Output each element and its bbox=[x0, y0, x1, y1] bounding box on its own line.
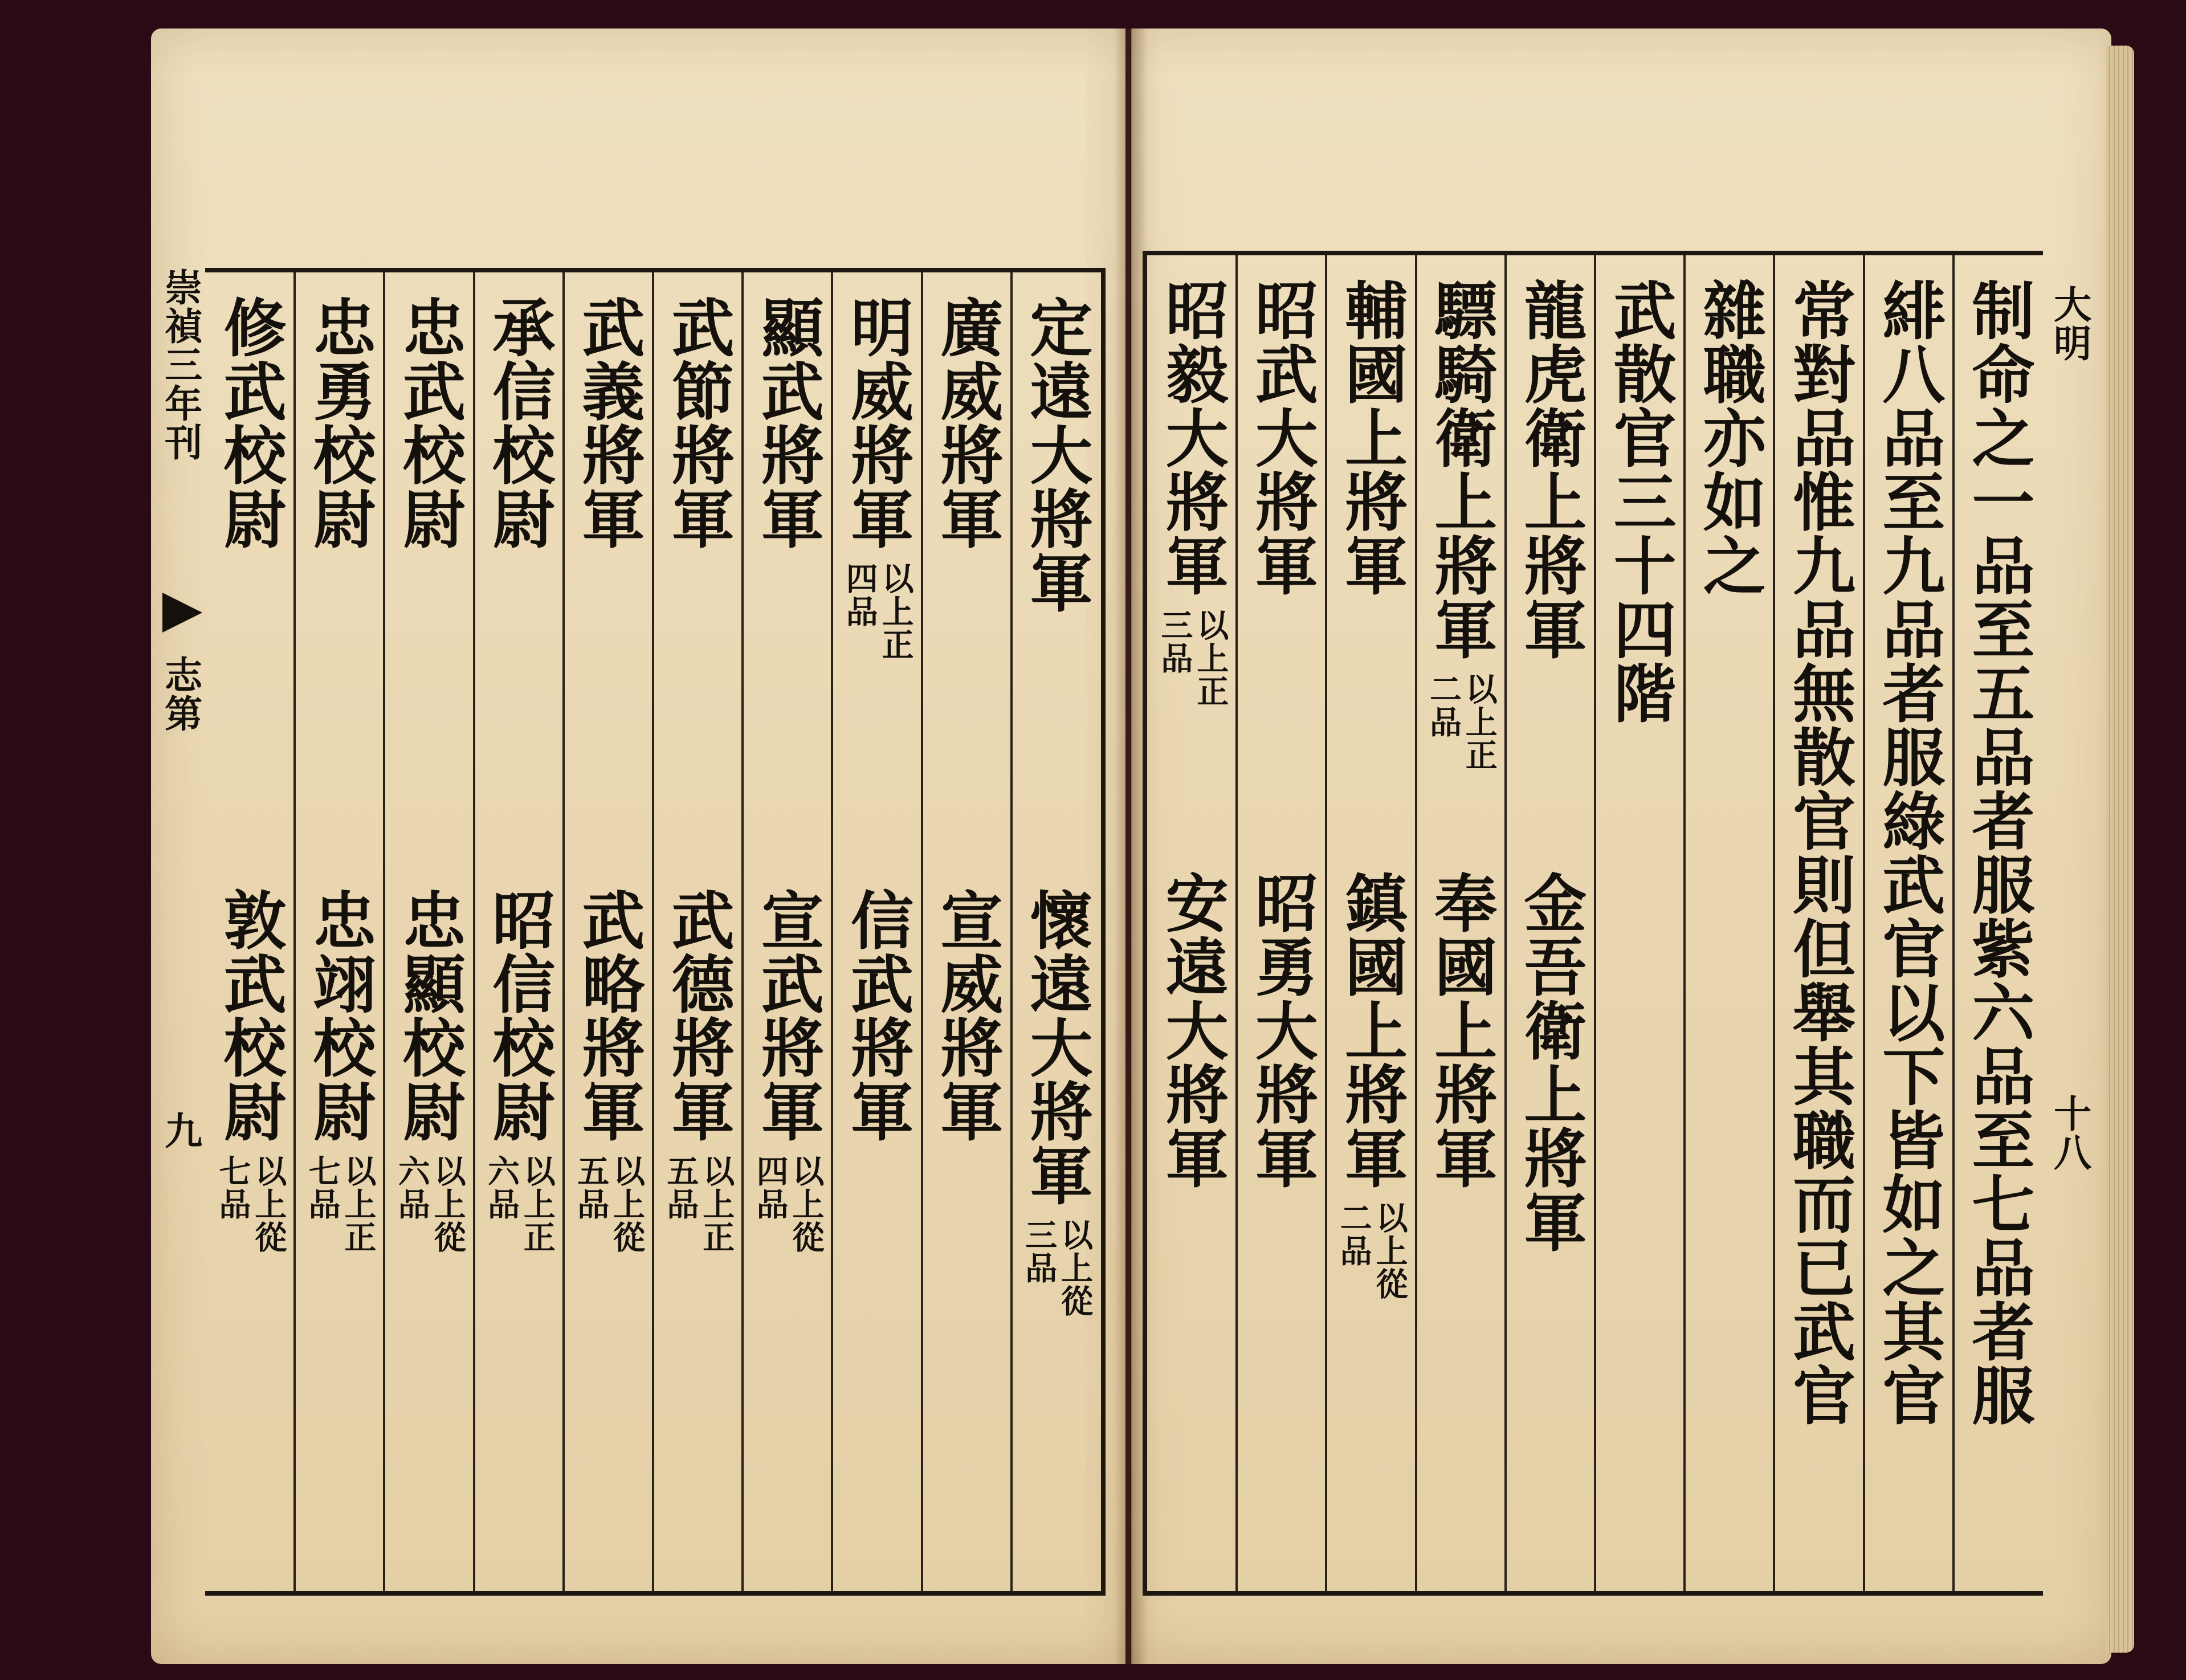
left-page bbox=[151, 28, 1125, 1664]
rank-title-bottom: 信武將軍 bbox=[841, 888, 914, 1143]
column-rule bbox=[1235, 255, 1238, 1591]
rank-title-top: 明威將軍 bbox=[841, 295, 914, 551]
grade-note-line: 六品 bbox=[482, 1155, 520, 1221]
right-margin bbox=[2043, 251, 2100, 1277]
margin-fold: 志第 bbox=[158, 655, 203, 733]
column-rule bbox=[741, 272, 744, 1591]
rank-title-top: 武義將軍 bbox=[572, 295, 646, 551]
rank-title-bottom: 奉國上將軍 bbox=[1424, 871, 1498, 1190]
grade-note-bottom bbox=[1335, 1201, 1409, 1300]
margin-title: 崇禎三年刊 bbox=[158, 268, 203, 462]
rank-title-bottom: 忠顯校尉 bbox=[393, 888, 466, 1143]
column-rule bbox=[1504, 255, 1507, 1591]
left-text-frame bbox=[205, 268, 1106, 1596]
grade-note-top bbox=[1156, 609, 1230, 708]
grade-note-line: 五品 bbox=[572, 1155, 610, 1221]
grade-note-line: 以上正 bbox=[518, 1155, 556, 1254]
rank-title-bottom: 武略將軍 bbox=[572, 888, 646, 1143]
grade-note-top bbox=[841, 562, 915, 661]
column-rule bbox=[1415, 255, 1417, 1591]
grade-note-line: 三品 bbox=[1156, 609, 1194, 675]
grade-note-bottom bbox=[393, 1155, 467, 1254]
column-rule bbox=[1010, 272, 1013, 1591]
rank-title-bottom: 武德將軍 bbox=[661, 888, 735, 1143]
rank-title-top: 忠武校尉 bbox=[393, 295, 466, 551]
grade-note-bottom bbox=[572, 1155, 646, 1254]
rank-title-top: 廣威將軍 bbox=[930, 295, 1004, 551]
right-text-frame bbox=[1143, 251, 2043, 1596]
column-text: 制命之一品至五品者服紫六品至七品者服 bbox=[1961, 278, 2036, 1427]
page-edges bbox=[2106, 46, 2134, 1653]
column-rule bbox=[1325, 255, 1327, 1591]
rank-title-bottom: 昭勇大將軍 bbox=[1245, 871, 1319, 1190]
rank-title-bottom: 安遠大將軍 bbox=[1155, 871, 1229, 1190]
rank-title-bottom: 懷遠大將軍 bbox=[1019, 888, 1094, 1207]
rank-title-top: 承信校尉 bbox=[482, 295, 556, 551]
rank-title-top: 昭武大將軍 bbox=[1245, 278, 1319, 597]
grade-note-line: 以上從 bbox=[1055, 1218, 1094, 1318]
rank-title-top: 輔國上將軍 bbox=[1335, 278, 1408, 597]
rank-title-top: 昭毅大將軍 bbox=[1155, 278, 1229, 597]
left-margin bbox=[151, 268, 208, 1214]
grade-note-line: 以上從 bbox=[250, 1155, 288, 1254]
grade-note-line: 七品 bbox=[214, 1155, 252, 1221]
rank-title-top: 定遠大將軍 bbox=[1019, 295, 1094, 614]
rank-title-top: 驃騎衛上將軍 bbox=[1424, 278, 1498, 661]
grade-note-bottom bbox=[662, 1155, 736, 1254]
column-rule bbox=[383, 272, 385, 1591]
right-page bbox=[1131, 28, 2111, 1664]
column-rule bbox=[1594, 255, 1596, 1591]
column-rule bbox=[473, 272, 475, 1591]
grade-note-line: 以上正 bbox=[876, 562, 915, 661]
open-book bbox=[151, 28, 2111, 1664]
grade-note-bottom bbox=[305, 1155, 375, 1254]
grade-note-bottom bbox=[484, 1155, 554, 1254]
fishtail-mark bbox=[162, 593, 202, 633]
column-rule bbox=[652, 272, 654, 1591]
column-rule bbox=[1773, 255, 1775, 1591]
grade-note-top bbox=[1426, 672, 1496, 772]
rank-title-bottom: 忠翊校尉 bbox=[303, 888, 377, 1143]
grade-note-line: 四品 bbox=[841, 562, 879, 628]
grade-note-line: 以上從 bbox=[1371, 1201, 1409, 1300]
column-rule bbox=[831, 272, 833, 1591]
rank-title-bottom: 昭信校尉 bbox=[482, 888, 556, 1143]
rank-title-top: 修武校尉 bbox=[213, 295, 287, 551]
grade-note-line: 以上從 bbox=[429, 1155, 467, 1254]
column-rule bbox=[921, 272, 923, 1591]
grade-note-line: 七品 bbox=[303, 1155, 341, 1221]
grade-note-line: 以上正 bbox=[1460, 672, 1498, 772]
column-rule bbox=[1952, 255, 1955, 1591]
grade-note-line: 二品 bbox=[1335, 1201, 1373, 1267]
grade-note-line: 二品 bbox=[1424, 672, 1462, 739]
rank-title-bottom: 鎮國上將軍 bbox=[1335, 871, 1408, 1190]
column-rule bbox=[562, 272, 565, 1591]
grade-note-bottom bbox=[753, 1155, 823, 1254]
grade-note-bottom bbox=[216, 1155, 286, 1254]
column-rule bbox=[1683, 255, 1686, 1591]
grade-note-line: 以上正 bbox=[698, 1155, 736, 1254]
column-text: 武散官三十四階 bbox=[1603, 278, 1677, 725]
rank-title-top: 忠勇校尉 bbox=[303, 295, 377, 551]
grade-note-line: 以上正 bbox=[339, 1155, 377, 1254]
grade-note-line: 三品 bbox=[1020, 1218, 1058, 1285]
column-text: 雜職亦如之 bbox=[1692, 278, 1767, 597]
grade-note-line: 六品 bbox=[393, 1155, 431, 1221]
margin-page-number: 九 bbox=[158, 1111, 203, 1150]
book-gutter bbox=[1114, 28, 1148, 1664]
column-rule bbox=[293, 272, 296, 1591]
right-margin-page-number: 十八 bbox=[2047, 1094, 2092, 1172]
grade-note-line: 以上從 bbox=[787, 1155, 825, 1254]
rank-title-top: 顯武將軍 bbox=[751, 295, 825, 551]
grade-note-bottom bbox=[1020, 1218, 1094, 1318]
grade-note-line: 五品 bbox=[662, 1155, 700, 1221]
rank-title-bottom: 宣武將軍 bbox=[751, 888, 825, 1143]
rank-title-top: 武節將軍 bbox=[661, 295, 735, 551]
rank-title-bottom: 金吾衛上將軍 bbox=[1514, 871, 1588, 1254]
right-margin-title: 大明 bbox=[2047, 285, 2092, 362]
grade-note-line: 以上從 bbox=[607, 1155, 646, 1254]
rank-title-bottom: 宣威將軍 bbox=[930, 888, 1004, 1143]
grade-note-line: 以上正 bbox=[1192, 609, 1230, 708]
rank-title-top: 龍虎衛上將軍 bbox=[1514, 278, 1588, 661]
rank-title-bottom: 敦武校尉 bbox=[213, 888, 287, 1143]
column-text: 緋八品至九品者服綠武官以下皆如之其官 bbox=[1872, 278, 1946, 1427]
column-rule bbox=[1863, 255, 1865, 1591]
column-text: 常對品惟九品無散官則但舉其職而已武官 bbox=[1783, 278, 1856, 1427]
grade-note-line: 四品 bbox=[751, 1155, 789, 1221]
